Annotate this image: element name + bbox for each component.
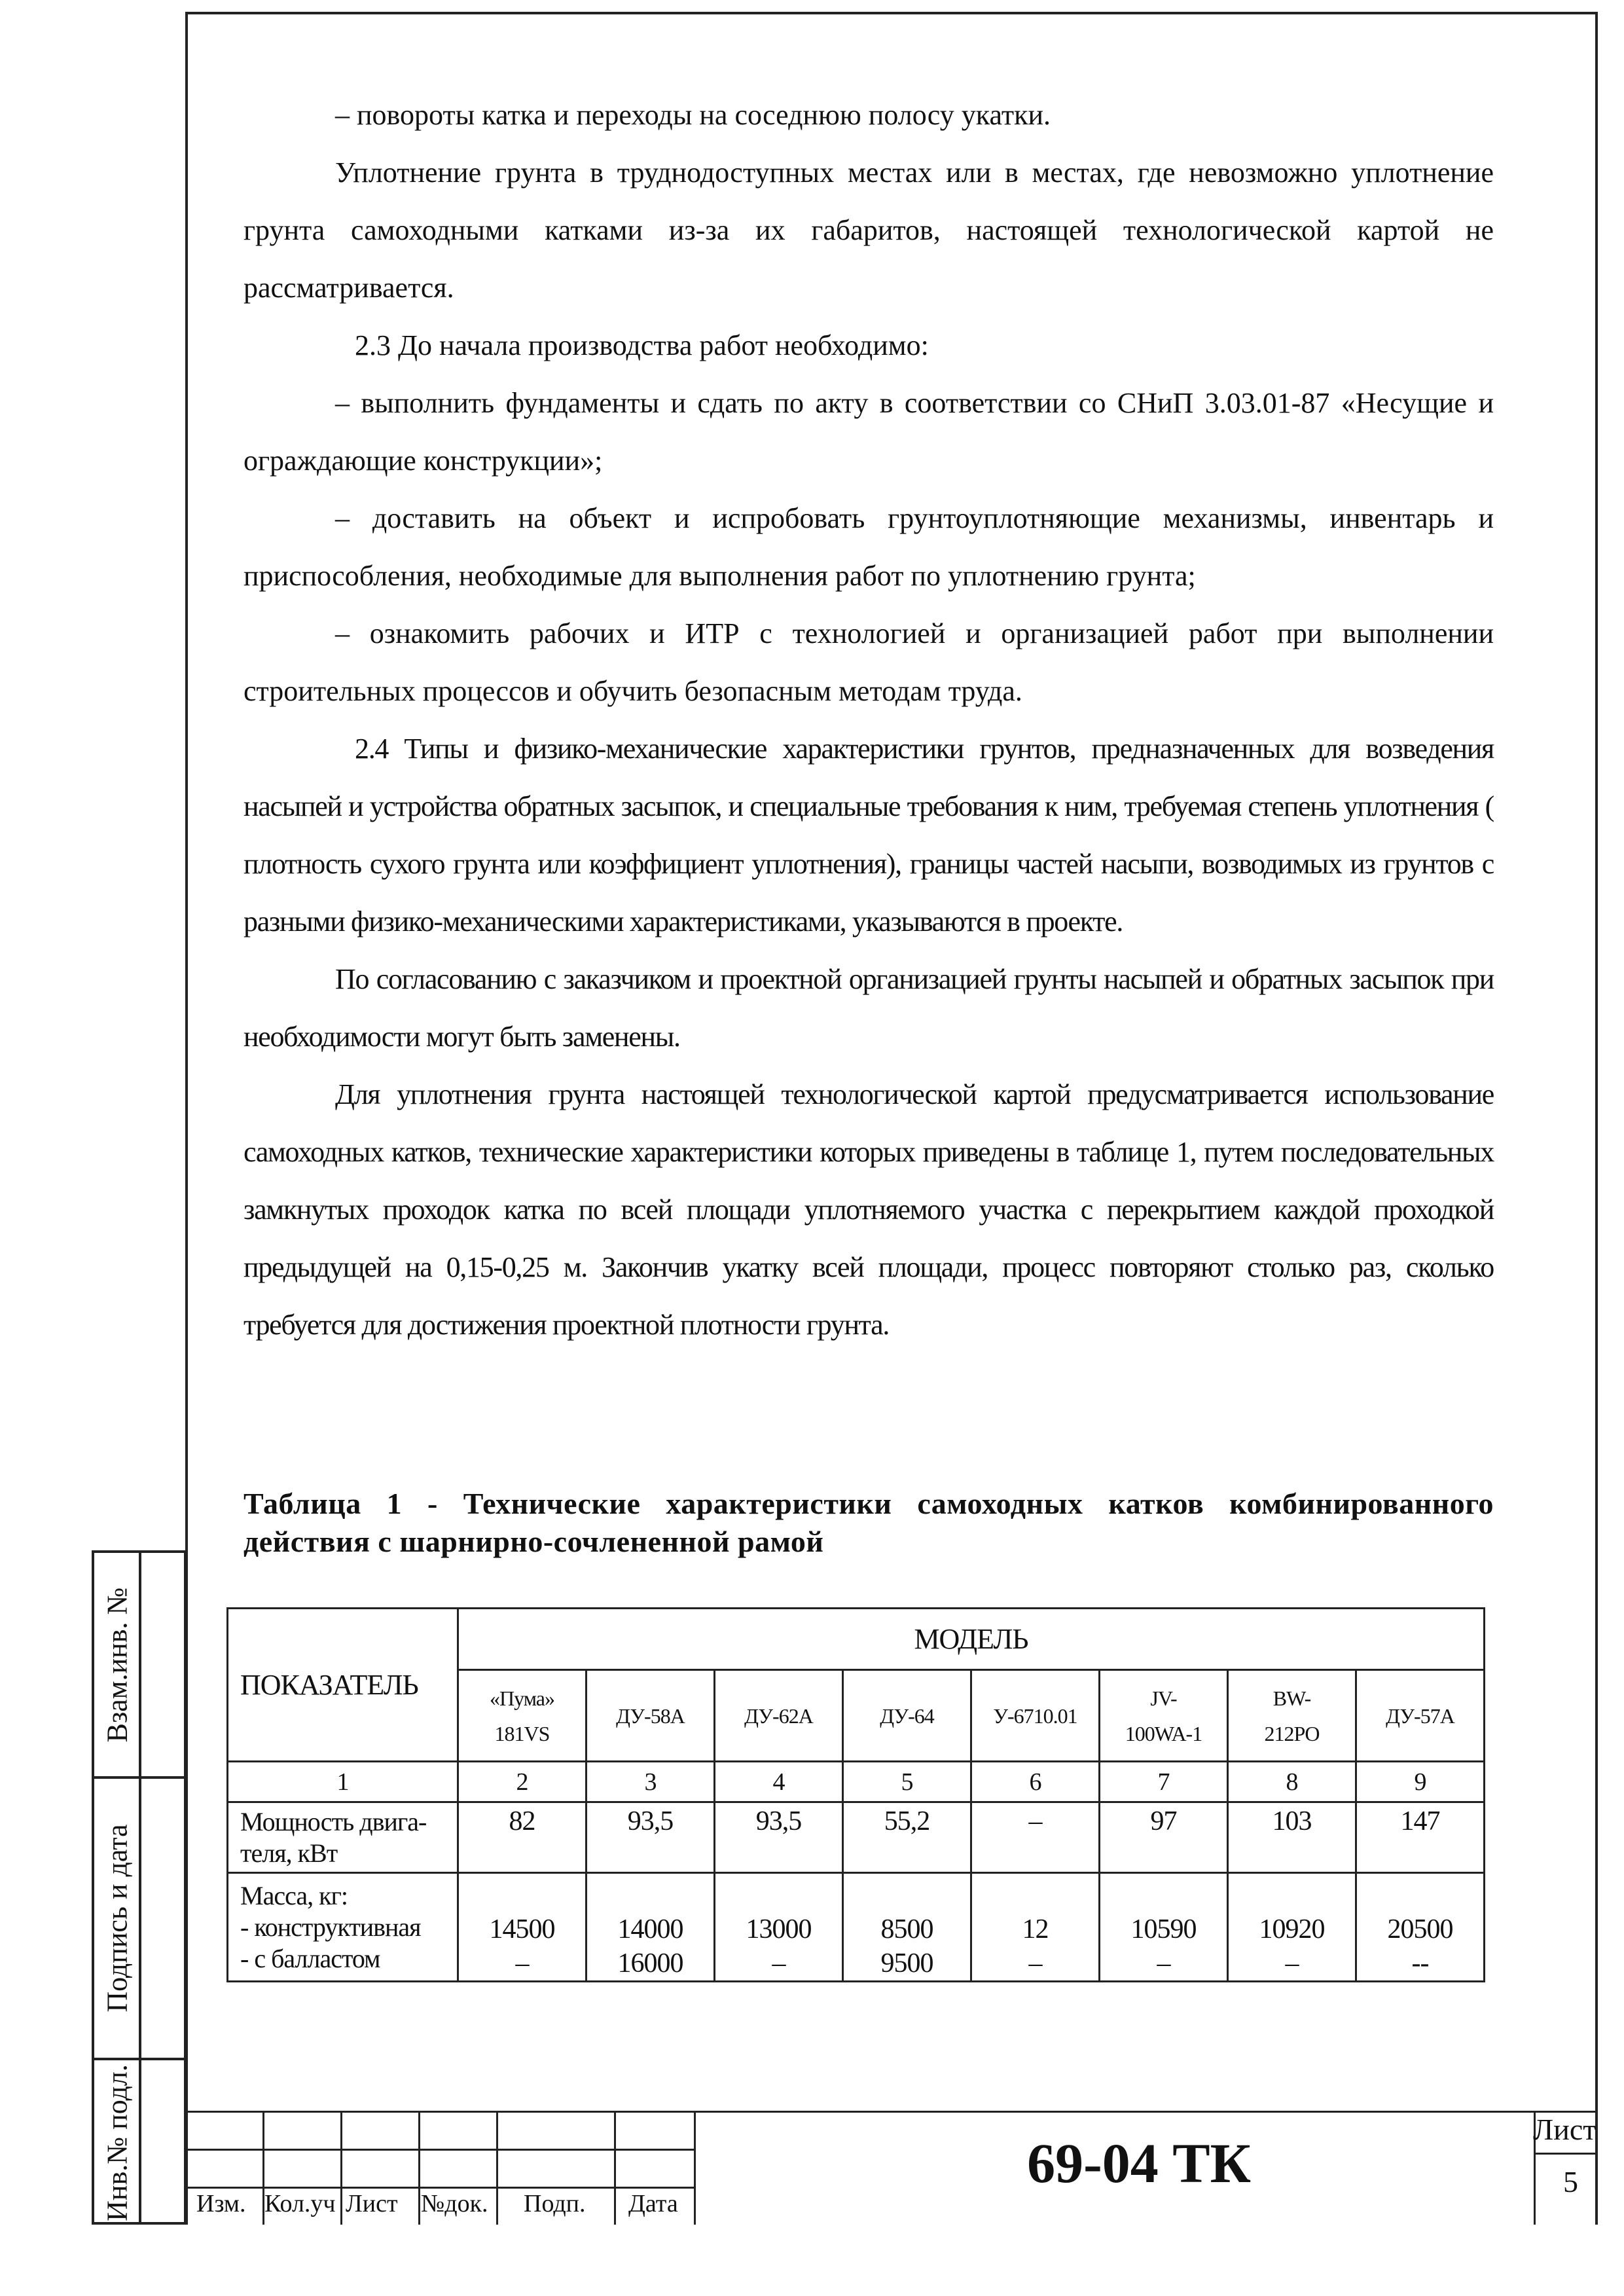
- paragraph-6: – ознакомить рабочих и ИТР с технологией и организацией работ при выполнении строительных процессов и обучить безопасным методам труда.: [244, 617, 1494, 707]
- paragraph-2: Уплотнение грунта в труднодоступных местах или в местах, где невозможно уплотнение грунта самоходными катками из-за их габаритов, настоящей технологической картой не рассматривается.: [244, 156, 1494, 304]
- mass-value: 14000 16000: [586, 1873, 715, 1982]
- title-col-ndok: №док.: [421, 2190, 488, 2217]
- colnum-3: 3: [586, 1762, 715, 1802]
- column-numbers-row: [228, 1762, 1485, 1802]
- colnum-6: 6: [971, 1762, 1100, 1802]
- title-col-data: Дата: [628, 2190, 678, 2217]
- mass-row: [228, 1873, 1485, 1982]
- mass-value: 10920 –: [1228, 1873, 1356, 1982]
- stamp-label-inv-original: Инв.№ подл.: [101, 2064, 134, 2221]
- power-value: 103: [1228, 1802, 1356, 1873]
- model-2: ДУ-58А: [586, 1670, 715, 1762]
- paragraph-5: – доставить на объект и испробовать грунтоуплотняющие механизмы, инвентарь и приспособления, необходимые для выполнения работ по уплотнению грунта;: [244, 502, 1494, 592]
- paragraph-3: 2.3 До начала производства работ необходимо:: [355, 329, 929, 361]
- stamp-cell-sign-date: [94, 1779, 184, 2060]
- model-3: ДУ-62А: [715, 1670, 843, 1762]
- mass-value: 14500 –: [458, 1873, 586, 1982]
- power-value: 82: [458, 1802, 586, 1873]
- table-caption: Таблица 1 - Технические характеристики самоходных катков комбинированного действия с шарнирно-сочлененной рамой: [244, 1487, 1494, 1558]
- body-text-upper: [244, 86, 1494, 1354]
- header-model: МОДЕЛЬ: [458, 1609, 1485, 1670]
- model-1: «Пума» 181VS: [458, 1670, 586, 1762]
- power-value: 147: [1356, 1802, 1485, 1873]
- paragraph-9: Для уплотнения грунта настоящей технологической картой предусматривается использование самоходных катков, технические характеристики которых приведены в таблице 1, путем последовательных замкнутых проходок катка по всей площади уплотняемого участка с перекрытием каждой проходкой предыдущей на 0,15-0,25 м. Закончив укатку всей площади, процесс повторяют столько раз, сколько требуется для достижения проектной плотности грунта.: [244, 1078, 1494, 1341]
- mass-label: Масса, кг: - конструктивная - с балластом: [228, 1873, 458, 1982]
- title-col-kol: Кол.уч: [264, 2190, 336, 2217]
- power-value: 97: [1100, 1802, 1228, 1873]
- paragraph-8: По согласованию с заказчиком и проектной организацией грунты насыпей и обратных засыпок при необходимости могут быть заменены.: [244, 963, 1494, 1053]
- power-value: 55,2: [843, 1802, 971, 1873]
- colnum-2: 2: [458, 1762, 586, 1802]
- power-value: 93,5: [586, 1802, 715, 1873]
- model-7: BW- 212PO: [1228, 1670, 1356, 1762]
- stamp-cell-inv-original: [94, 2060, 184, 2225]
- sheet-number: 5: [1563, 2165, 1578, 2198]
- mass-value: 12 –: [971, 1873, 1100, 1982]
- mass-value: 10590 –: [1100, 1873, 1228, 1982]
- model-5: У-6710.01: [971, 1670, 1100, 1762]
- paragraph-4: – выполнить фундаменты и сдать по акту в соответствии со СНиП 3.03.01-87 «Несущие и ограждающие конструкции»;: [244, 387, 1494, 477]
- power-label: Мощность двига- теля, кВт: [228, 1802, 458, 1873]
- colnum-4: 4: [715, 1762, 843, 1802]
- power-value: –: [971, 1802, 1100, 1873]
- title-col-podp: Подп.: [524, 2190, 586, 2217]
- power-value: 93,5: [715, 1802, 843, 1873]
- stamp-label-inv-replace: Взам.инв. №: [101, 1587, 134, 1742]
- title-col-list: Лист: [346, 2190, 398, 2217]
- mass-value: 8500 9500: [843, 1873, 971, 1982]
- model-4: ДУ-64: [843, 1670, 971, 1762]
- title-col-izm: Изм.: [196, 2190, 246, 2217]
- mass-value: 20500 --: [1356, 1873, 1485, 1982]
- colnum-8: 8: [1228, 1762, 1356, 1802]
- colnum-1: 1: [228, 1762, 458, 1802]
- colnum-5: 5: [843, 1762, 971, 1802]
- stamp-cell-inv-replace: [94, 1553, 184, 1779]
- model-8: ДУ-57А: [1356, 1670, 1485, 1762]
- paragraph-7: 2.4 Типы и физико-механические характеристики грунтов, предназначенных для возведения насыпей и устройства обратных засыпок, и специальные требования к ним, требуемая степень уплотнения ( плотность сухого грунта или коэффициент уплотнения), границы частей насыпи, возводимых из грунтов с разными физико-механическими характеристиками, указываются в проекте.: [244, 733, 1494, 938]
- power-row: [228, 1802, 1485, 1873]
- model-6: JV- 100WA-1: [1100, 1670, 1228, 1762]
- paragraph-1: – повороты катка и переходы на соседнюю полосу укатки.: [335, 99, 1051, 131]
- spec-table: [226, 1607, 1485, 1982]
- side-stamp: [92, 1550, 187, 2225]
- header-indicator: ПОКАЗАТЕЛЬ: [228, 1609, 458, 1762]
- sheet-label: Лист: [1533, 2113, 1597, 2146]
- document-code: 69-04 ТК: [1027, 2132, 1251, 2195]
- stamp-label-sign-date: Подпись и дата: [101, 1824, 134, 2013]
- colnum-7: 7: [1100, 1762, 1228, 1802]
- colnum-9: 9: [1356, 1762, 1485, 1802]
- mass-value: 13000 –: [715, 1873, 843, 1982]
